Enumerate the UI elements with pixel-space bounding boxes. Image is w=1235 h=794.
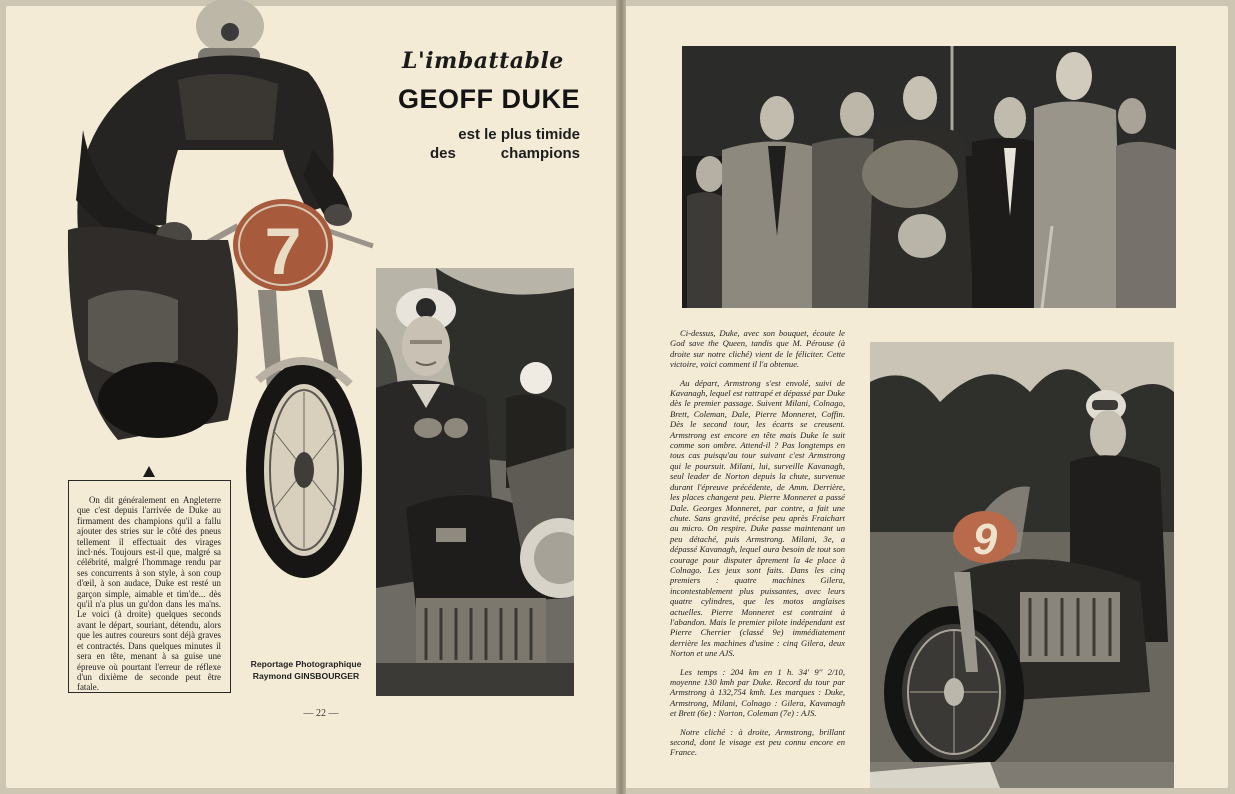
race-number-7: 7 [264, 214, 302, 288]
photo-armstrong [870, 342, 1174, 788]
armstrong-illustration [870, 342, 1174, 788]
subtitle-line-1: est le plus timide [458, 126, 580, 143]
duke-smiling-illustration [376, 268, 574, 696]
title-script: L'imbattable [402, 48, 564, 74]
photo-duke-smiling [376, 268, 574, 696]
article-paragraph-2: Au départ, Armstrong s'est envolé, suivi de Kavanagh, lequel est rattrapé et dépassé par Duke dès le premier passage. Suivent Milani, Colnago, Brett, Coleman, Dale, Pierre Monneret, Coffin. Dès le second tour, les écarts se creusent. Armstrong est encore en tête mais Duke le suit comme son ombre. Attend-il ? Pas longtemps en tous cas puisqu'au tour suivant c'est Armstrong qui le poursuit. Milani, lui, surveille Kavanagh, seul leader de Norton depuis la chute, survenue durant l'épreuve précédente, de Amm. Derrière, les places changent peu. Pierre Monneret a passé Dale. Georges Monneret, par contre, a fait une chute. Sans gravité, précise peu après Fraichart au micro. On respire. Duke passe maintenant un peu détaché, puis Armstrong. Milani, 3e, a dépassé Kavanagh, lequel aura besoin de tout son courage pour disputer âprement la 4e place à Colnago. Les jeux sont faits. Dans les cinq premiers : quatre machines Gilera, incontestablement plus puissantes, avec leurs quatre cylindres, que les motos anglaises actuelles. Pierre Monneret est contraint à l'abandon. Mais le premier pilote indépendant est Pierre Cherrier (classé 9e) immédiatement derrière les machines d'usine : cinq Gilera, deux Norton et une AJS. [670, 377, 845, 659]
article-paragraph-1: Ci-dessus, Duke, avec son bouquet, écoute le God save the Queen, tandis que M. Pérouse (à droite sur notre cliché) vient de le féliciter. Cette victoire, voici comment il l'a obtenue. [670, 328, 845, 370]
title-main: GEOFF DUKE [398, 84, 581, 114]
article-paragraph-4: Notre cliché : à droite, Armstrong, brillant second, dont le visage est peu connu encore en France. [670, 726, 845, 758]
article-paragraph-3: Les temps : 204 km en 1 h. 34' 9'' 2/10, moyenne 130 kmh par Duke. Record du tour par Armstrong à 132,754 kmh. Les marques : Duke, Armstrong, Milani, Colnago : Gilera, Kavanagh et Brett (6e) : Norton, Coleman (7e) : AJS. [670, 666, 845, 719]
subtitle-line-2: des champions [430, 145, 580, 162]
photo-podium-ceremony [682, 46, 1176, 308]
photo-credit [246, 658, 366, 682]
article-column [670, 328, 845, 758]
page-number: — 22 — [303, 708, 339, 719]
caption-box: On dit généralement en Angleterre que c'est depuis l'arrivée de Duke au firmament des champions qu'il a fallu ajouter des stries sur le côté des pneus tellement il effectuait des virages incl·nés. Toujours est-il que, malgré sa célébrité, malgré l'hommage rendu par ses concurrents à son style, à son coup d'œil, à son audace, Duke est resté un garçon simple, aimable et tim'de... dès qu'il n'a plus un gu'don dans les ma'ns. Le voici (à droite) quelques seconds avant le départ, souriant, détendu, alors que les autres coureurs sont déjà graves et contractés. Dans quelques minutes il sera en tête, menant à sa guise une épreuve où pourtant l'erreur de réflexe d'un dixième de seconde peut être fatale. [68, 480, 231, 693]
photo-credit-line-2: Raymond GINSBOURGER [252, 671, 360, 681]
page-gutter [616, 0, 626, 794]
ceremony-illustration [682, 46, 1176, 308]
pointer-arrow-icon [143, 466, 155, 477]
photo-credit-line-1: Reportage Photographique [250, 659, 362, 669]
race-number-9: 9 [972, 515, 998, 564]
